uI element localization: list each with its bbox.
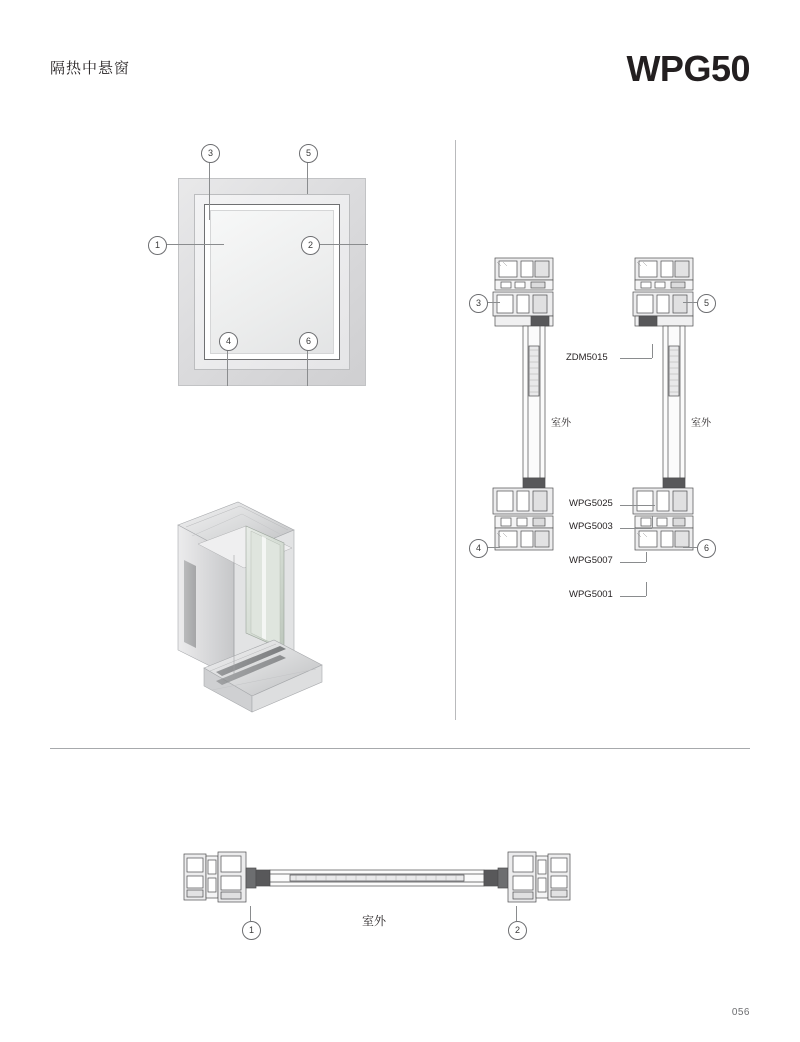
section-callout-6: 6	[697, 539, 716, 558]
section-callout-3: 3	[469, 294, 488, 313]
leader-wpg5001-v	[646, 582, 647, 596]
horizontal-divider	[50, 748, 750, 749]
leader-zdm5015	[620, 358, 652, 359]
part-label-wpg5003: WPG5003	[569, 521, 613, 532]
part-label-zdm5015: ZDM5015	[566, 352, 608, 363]
leader-line-4	[227, 350, 228, 386]
leader-line-6	[307, 350, 308, 386]
page-title: 隔热中悬窗	[50, 59, 131, 77]
outdoor-label-bottom: 室外	[362, 914, 387, 928]
leader-line-2	[318, 244, 368, 245]
series-code: WPG50	[626, 48, 750, 89]
leader-wpg5001	[620, 596, 646, 597]
page-header	[0, 0, 800, 110]
vertical-section-left	[487, 250, 567, 610]
callout-4: 4	[219, 332, 238, 351]
leader-line-1	[166, 244, 224, 245]
leader-horizontal-1	[250, 906, 251, 921]
leader-wpg5003	[620, 528, 652, 529]
leader-section-6	[683, 547, 697, 548]
section-callout-5: 5	[697, 294, 716, 313]
callout-2: 2	[301, 236, 320, 255]
horizontal-section	[178, 848, 578, 906]
callout-3: 3	[201, 144, 220, 163]
callout-1: 1	[148, 236, 167, 255]
page-number: 056	[731, 1007, 750, 1018]
window-elevation-diagram	[178, 178, 366, 386]
horizontal-callout-2: 2	[508, 921, 527, 940]
part-label-wpg5001: WPG5001	[569, 589, 613, 600]
leader-line-3	[209, 162, 210, 220]
vertical-divider	[455, 140, 456, 720]
leader-wpg5025	[620, 505, 655, 506]
leader-section-4	[486, 547, 500, 548]
leader-zdm5015-v	[652, 344, 653, 358]
leader-wpg5007-v	[646, 552, 647, 562]
leader-section-5	[683, 302, 697, 303]
outdoor-label-right: 室外	[691, 418, 711, 429]
callout-5: 5	[299, 144, 318, 163]
leader-section-3	[486, 302, 500, 303]
outdoor-label-left: 室外	[551, 418, 571, 429]
leader-horizontal-2	[516, 906, 517, 921]
profile-corner-3d-render	[176, 500, 346, 725]
leader-wpg5007	[620, 562, 646, 563]
section-callout-4: 4	[469, 539, 488, 558]
part-label-wpg5007: WPG5007	[569, 555, 613, 566]
callout-6: 6	[299, 332, 318, 351]
leader-wpg5003-v	[652, 516, 653, 528]
leader-line-5	[307, 162, 308, 194]
part-label-wpg5025: WPG5025	[569, 498, 613, 509]
horizontal-callout-1: 1	[242, 921, 261, 940]
vertical-section-right	[627, 250, 707, 610]
